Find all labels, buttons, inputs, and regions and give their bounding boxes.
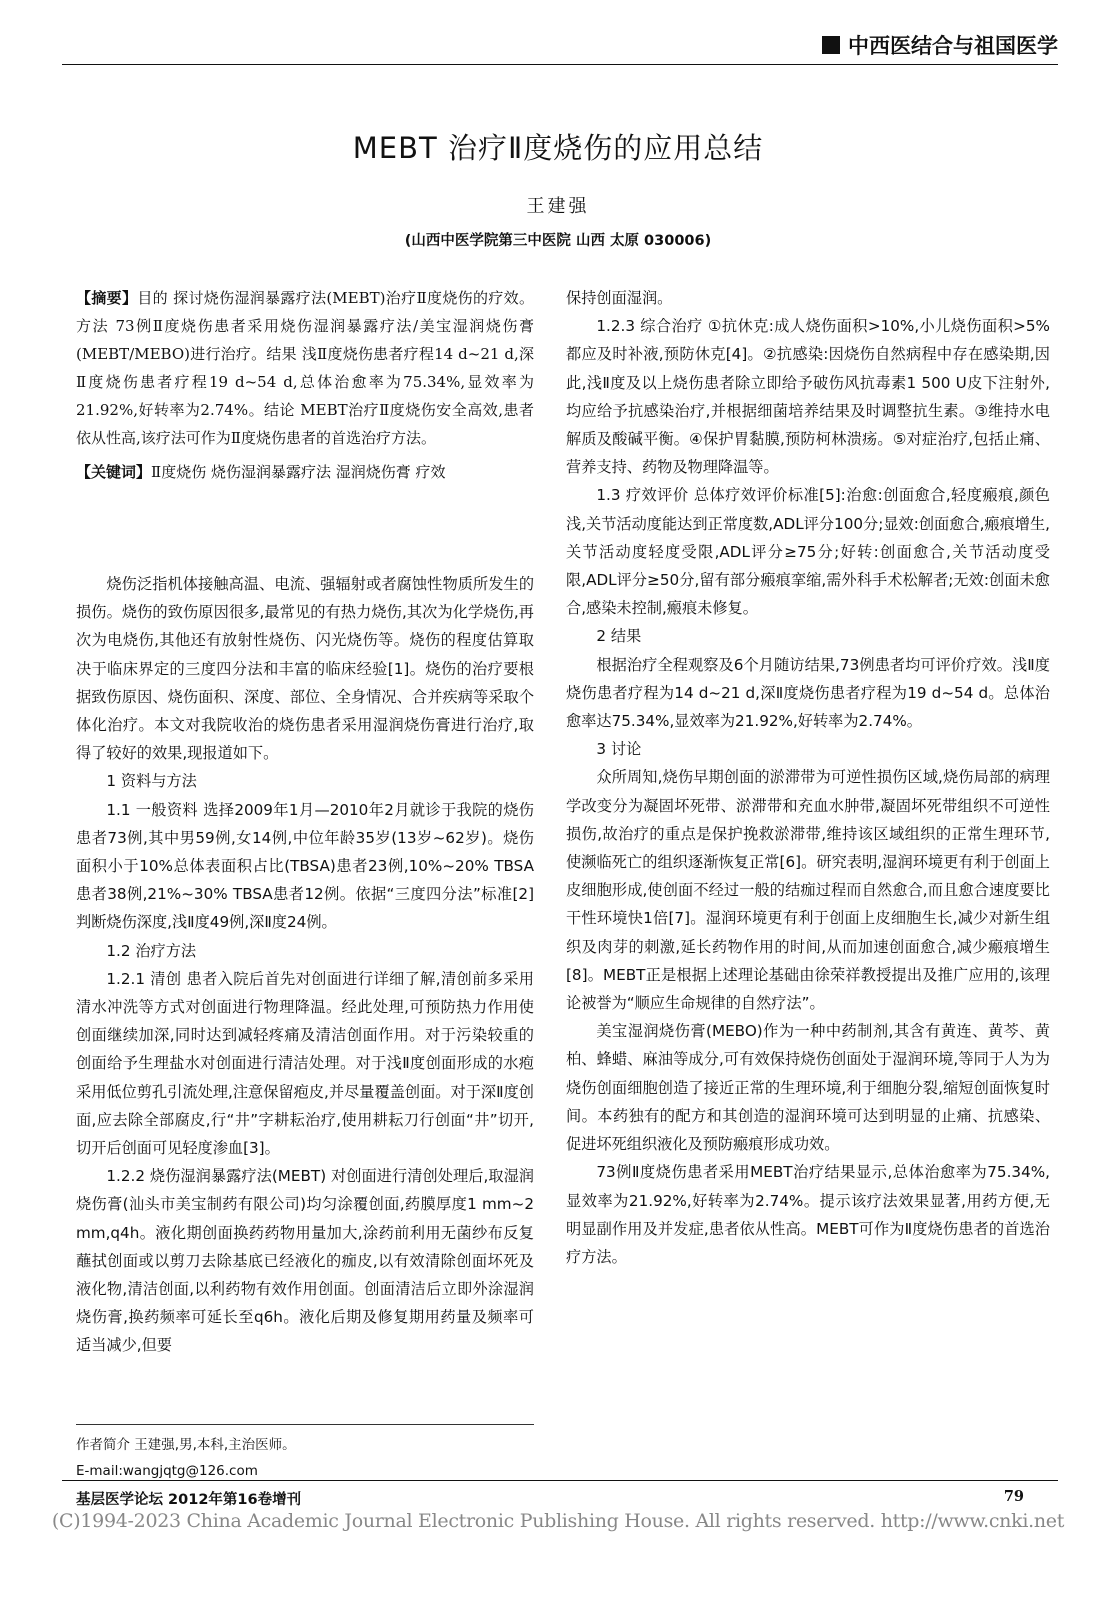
section-heading: 2 结果 — [596, 627, 642, 646]
body-paragraph: 1.2.1 清创 患者入院后首先对创面进行详细了解,清创前多采用清水冲洗等方式对创面进行物理降温。经此处理,可预防热力作用使创面继续加深,同时达到减轻疼痛及清洁创面作用。对于污染较重的创面给予生理盐水对创面进行清洁处理。对于浅Ⅱ度创面形成的水疱采用低位剪孔引流处理,注意保留疱皮,并尽量覆盖创面。对于深Ⅱ度创面,应去除全部腐皮,行“井”字耕耘治疗,使用耕耘刀行创面“井”切开,切开后创面可见轻度渗血[3]。 — [76, 969, 534, 1158]
body-paragraph: 众所周知,烧伤早期创面的淤滞带为可逆性损伤区域,烧伤局部的病理学改变分为凝固坏死带、淤滞带和充血水肿带,凝固坏死带组织不可逆性损伤,故治疗的重点是保护挽救淤滞带,维持该区域组织的正常生理环节,使濒临死亡的组织逐渐恢复正常[6]。研究表明,湿润环境更有利于创面上皮细胞形成,使创面不经过一般的结痂过程而自然愈合,而且愈合速度要比干性环境快1倍[7]。湿润环境更有利于创面上皮细胞生长,减少对新生组织及肉芽的刺激,延长药物作用的时间,从而加速创面愈合,减少瘢痕增生[8]。MEBT正是根据上述理论基础由徐荣祥教授提出及推广应用的,该理论被誉为“顺应生命规律的自然疗法”。 — [566, 768, 1050, 1013]
left-column — [76, 570, 534, 1360]
author-bio: 作者简介 王建强,男,本科,主治医师。 — [76, 1437, 296, 1453]
body-paragraph: 1.2.3 综合治疗 ①抗休克:成人烧伤面积>10%,小儿烧伤面积>5%都应及时补液,预防休克[4]。②抗感染:因烧伤自然病程中存在感染期,因此,浅Ⅱ度及以上烧伤患者除立即给予破伤风抗毒素1 500 U皮下注射外,均应给予抗感染治疗,并根据细菌培养结果及时调整抗生素。③维持水电解质及酸碱平衡。④保护胃黏膜,预防柯林溃疡。⑤对症治疗,包括止痛、营养支持、药物及物理降温等。 — [566, 317, 1050, 477]
subsection-heading: 1.2 治疗方法 — [106, 941, 197, 960]
footer-rule — [62, 1480, 1058, 1481]
body-paragraph: 根据治疗全程观察及6个月随访结果,73例患者均可评价疗效。浅Ⅱ度烧伤患者疗程为14 d~21 d,深Ⅱ度烧伤患者疗程为19 d~54 d。总体治愈率达75.34%,显效率为21.92%,好转率为2.74%。 — [566, 655, 1050, 731]
body-paragraph: 1.3 疗效评价 总体疗效评价标准[5]:治愈:创面愈合,轻度瘢痕,颜色浅,关节活动度能达到正常度数,ADL评分100分;显效:创面愈合,瘢痕增生,关节活动度轻度受限,ADL评分≥75分;好转:创面愈合,关节活动度受限,ADL评分≥50分,留有部分瘢痕挛缩,需外科手术松解者;无效:创面未愈合,感染未控制,瘢痕未修复。 — [566, 486, 1050, 618]
copyright-watermark: (C)1994-2023 China Academic Journal Electronic Publishing House. All rights reserved. http://www.cnki.net — [51, 1510, 1065, 1532]
article-title: MEBT 治疗Ⅱ度烧伤的应用总结 — [352, 131, 764, 165]
body-paragraph: 保持创面湿润。 — [566, 289, 673, 307]
author-affiliation: (山西中医学院第三中医院 山西 太原 030006) — [404, 233, 712, 249]
abstract-block — [76, 284, 534, 486]
abstract-text: 目的 探讨烧伤湿润暴露疗法(MEBT)治疗Ⅱ度烧伤的疗效。方法 73例Ⅱ度烧伤患者采用烧伤湿润暴露疗法/美宝湿润烧伤膏(MEBT/MEBO)进行治疗。结果 浅Ⅱ度烧伤患者疗程14 d~21 d,深Ⅱ度烧伤患者疗程19 d~54 d,总体治愈率为75.34%,显效率为21.92%,好转率为2.74%。结论 MEBT治疗Ⅱ度烧伤安全高效,患者依从性高,该疗法可作为Ⅱ度烧伤患者的首选治疗方法。 — [76, 289, 534, 447]
footnote — [76, 1432, 534, 1484]
body-paragraph: 美宝湿润烧伤膏(MEBO)作为一种中药制剂,其含有黄连、黄芩、黄柏、蜂蜡、麻油等成分,可有效保持烧伤创面处于湿润环境,等同于人为为烧伤创面细胞创造了接近正常的生理环境,利于细胞分裂,缩短创面恢复时间。本药独有的配方和其创造的湿润环境可达到明显的止痛、抗感染、促进坏死组织液化及预防瘢痕形成功效。 — [566, 1022, 1050, 1154]
journal-citation: 基层医学论坛 2012年第16卷增刊 — [76, 1492, 302, 1508]
header-rule — [62, 64, 1058, 65]
body-paragraph: 73例Ⅱ度烧伤患者采用MEBT治疗结果显示,总体治愈率为75.34%,显效率为21.92%,好转率为2.74%。提示该疗法效果显著,用药方便,无明显副作用及并发症,患者依从性高。MEBT可作为Ⅱ度烧伤患者的首选治疗方法。 — [566, 1163, 1050, 1266]
abstract-paragraph — [76, 284, 534, 452]
section-heading: 1 资料与方法 — [106, 772, 197, 791]
section-heading: 3 讨论 — [596, 740, 642, 759]
abstract-label: 【摘要】 — [76, 289, 138, 307]
author-email[interactable]: E-mail:wangjqtg@126.com — [76, 1463, 258, 1479]
body-paragraph: 1.2.2 烧伤湿润暴露疗法(MEBT) 对创面进行清创处理后,取湿润烧伤膏(汕头市美宝制药有限公司)均匀涂覆创面,药膜厚度1 mm~2 mm,q4h。液化期创面换药药物用量加大,涂药前利用无菌纱布反复蘸拭创面或以剪刀去除基底已经液化的痂皮,以有效清除创面坏死及液化物,清洁创面,以利药物有效作用创面。创面清洁后立即外涂湿润烧伤膏,换药频率可延长至q6h。液化后期及修复期用药量及频率可适当减少,但要 — [76, 1167, 534, 1355]
page-number: 79 — [1003, 1488, 1024, 1505]
square-bullet-icon — [822, 36, 840, 54]
section-label: 中西医结合与祖国医学 — [848, 34, 1058, 58]
intro-paragraph: 烧伤泛指机体接触高温、电流、强辐射或者腐蚀性物质所发生的损伤。烧伤的致伤原因很多,最常见的有热力烧伤,其次为化学烧伤,再次为电烧伤,其他还有放射性烧伤、闪光烧伤等。烧伤的程度估算取决于临床界定的三度四分法和丰富的临床经验[1]。烧伤的治疗要根据致伤原因、烧伤面积、深度、部位、全身情况、合并疾病等采取个体化治疗。本文对我院收治的烧伤患者采用湿润烧伤膏进行治疗,取得了较好的效果,现报道如下。 — [76, 575, 534, 763]
footnote-rule — [76, 1424, 534, 1425]
body-paragraph: 1.1 一般资料 选择2009年1月—2010年2月就诊于我院的烧伤患者73例,其中男59例,女14例,中位年龄35岁(13岁~62岁)。烧伤面积小于10%总体表面积占比(TBSA)患者23例,10%~20% TBSA患者38例,21%~30% TBSA患者12例。依据“三度四分法”标准[2]判断烧伤深度,浅Ⅱ度49例,深Ⅱ度24例。 — [76, 800, 534, 932]
article-author: 王建强 — [526, 196, 590, 217]
keywords-paragraph — [76, 458, 534, 486]
section-header — [822, 30, 1058, 60]
keywords-label: 【关键词】 — [76, 463, 152, 481]
right-column — [566, 284, 1050, 1271]
keywords-text: Ⅱ度烧伤 烧伤湿润暴露疗法 湿润烧伤膏 疗效 — [151, 463, 446, 481]
